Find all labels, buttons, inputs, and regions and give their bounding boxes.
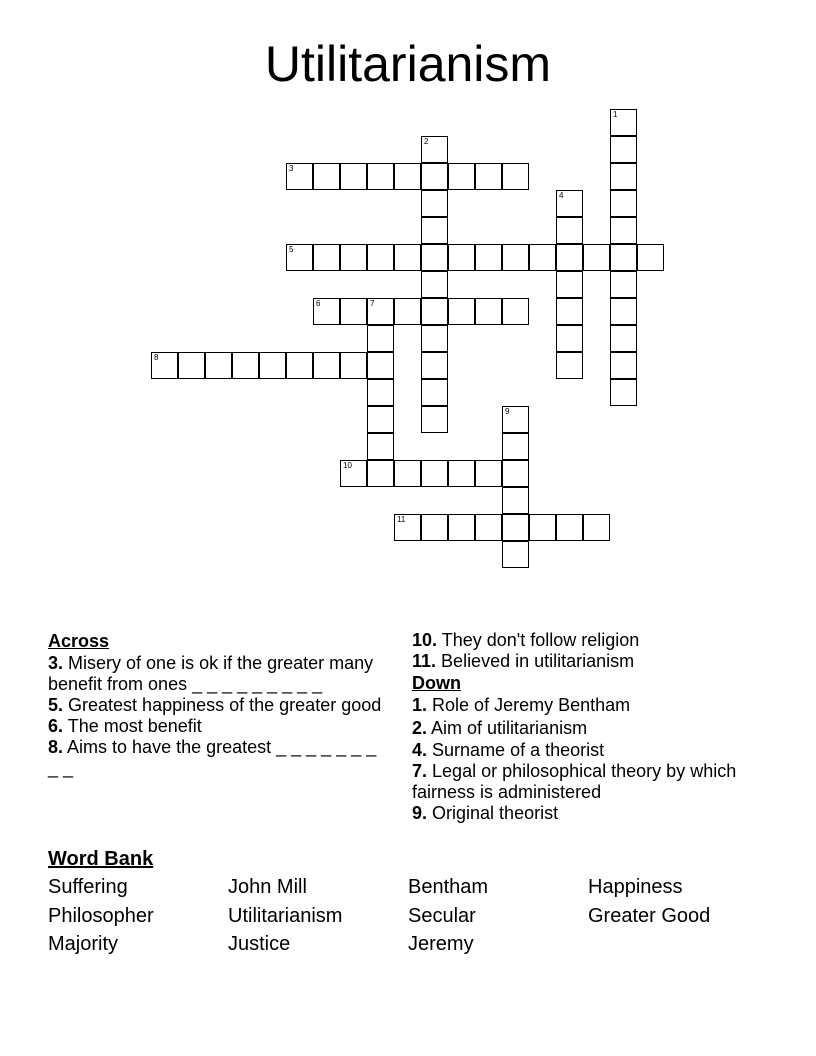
grid-cell[interactable] [367,379,394,406]
grid-cell[interactable] [367,460,394,487]
grid-cell[interactable] [610,271,637,298]
grid-cell[interactable] [367,352,394,379]
grid-cell[interactable] [610,325,637,352]
grid-cell[interactable] [421,271,448,298]
puzzle-title: Utilitarianism [264,36,552,92]
word-bank-word: Utilitarianism [228,904,343,927]
grid-cell[interactable] [367,298,394,325]
grid-cell[interactable] [394,460,421,487]
grid-cell[interactable] [286,163,313,190]
clue-number: 1 [613,110,618,119]
grid-cell[interactable] [421,244,448,271]
grid-cell[interactable] [556,217,583,244]
grid-cell[interactable] [502,244,529,271]
grid-cell[interactable] [286,244,313,271]
across-clues [48,630,398,779]
grid-cell[interactable] [556,352,583,379]
grid-cell[interactable] [502,298,529,325]
clue-number: 2 [424,137,429,146]
clue-number: 5 [289,245,294,254]
grid-cell[interactable] [421,514,448,541]
grid-cell[interactable] [367,406,394,433]
grid-cell[interactable] [421,298,448,325]
grid-cell[interactable] [340,298,367,325]
grid-cell[interactable] [502,460,529,487]
grid-cell[interactable] [421,460,448,487]
grid-cell[interactable] [448,514,475,541]
grid-cell[interactable] [475,298,502,325]
grid-cell[interactable] [610,163,637,190]
grid-cell[interactable] [637,244,664,271]
grid-cell[interactable] [502,406,529,433]
clue-number: 4 [559,191,564,200]
grid-cell[interactable] [556,190,583,217]
grid-cell[interactable] [313,163,340,190]
grid-cell[interactable] [610,244,637,271]
word-bank-word: Happiness [588,876,683,898]
grid-cell[interactable] [421,406,448,433]
grid-cell[interactable] [556,271,583,298]
word-bank-word: John Mill [228,876,307,898]
grid-cell[interactable] [367,163,394,190]
grid-cell[interactable] [232,352,259,379]
grid-cell[interactable] [394,244,421,271]
clue-across-10: 10. They don't follow religion [412,630,640,650]
grid-cell[interactable] [340,352,367,379]
grid-cell[interactable] [475,514,502,541]
grid-cell[interactable] [529,514,556,541]
grid-cell[interactable] [205,352,232,379]
grid-cell[interactable] [529,244,556,271]
word-bank-heading: Word Bank [48,848,154,870]
clue-down-4: 4. Surname of a theorist [412,740,605,760]
word-bank-word: Bentham [408,876,489,898]
grid-cell[interactable] [394,163,421,190]
grid-cell[interactable] [394,514,421,541]
clue-number: 7 [370,299,375,308]
grid-cell[interactable] [421,379,448,406]
grid-cell[interactable] [151,352,178,379]
word-bank-word: Greater Good [588,904,711,927]
grid-cell[interactable] [610,379,637,406]
grid-cell[interactable] [394,298,421,325]
grid-cell[interactable] [610,136,637,163]
grid-cell[interactable] [421,163,448,190]
clue-across-11: 11. Believed in utilitarianism [412,651,635,671]
grid-cell[interactable] [475,460,502,487]
clue-number: 10 [343,461,352,470]
clue-number: 11 [397,515,406,524]
grid-cell[interactable] [448,244,475,271]
grid-cell[interactable] [448,460,475,487]
grid-cell[interactable] [610,352,637,379]
grid-cell[interactable] [610,298,637,325]
grid-cell[interactable] [367,244,394,271]
clue-down-1: 1. Role of Jeremy Bentham [412,695,631,715]
grid-cell[interactable] [421,190,448,217]
grid-cell[interactable] [610,190,637,217]
grid-cell[interactable] [502,433,529,460]
clue-number: 6 [316,299,321,308]
clue-across-8: 8. Aims to have the greatest _ _ _ _ _ _ _ _ _ [48,737,377,778]
grid-cell[interactable] [610,217,637,244]
clue-number: 9 [505,407,510,416]
word-bank-word: Jeremy [408,933,474,955]
across-heading: Across [48,631,110,651]
grid-cell[interactable] [367,433,394,460]
clue-number: 3 [289,164,294,173]
clue-down-7: 7. Legal or philosophical theory by which fairness is administered [412,761,737,802]
grid-cell[interactable] [313,244,340,271]
grid-cell[interactable] [556,325,583,352]
grid-cell[interactable] [475,244,502,271]
grid-cell[interactable] [502,541,529,568]
grid-cell[interactable] [610,109,637,136]
clue-number: 8 [154,353,159,362]
word-bank-word: Justice [228,933,291,955]
grid-cell[interactable] [502,163,529,190]
grid-cell[interactable] [178,352,205,379]
word-bank-word: Secular [408,904,476,927]
grid-cell[interactable] [583,244,610,271]
grid-cell[interactable] [556,514,583,541]
word-bank-word: Majority [48,933,119,955]
grid-cell[interactable] [502,487,529,514]
grid-cell[interactable] [475,163,502,190]
grid-cell[interactable] [259,352,286,379]
clue-across-3: 3. Misery of one is ok if the greater many benefit from ones _ _ _ _ _ _ _ _ _ [48,653,374,694]
grid-cell[interactable] [556,298,583,325]
grid-cell[interactable] [340,244,367,271]
clue-down-9: 9. Original theorist [412,803,559,823]
grid-cell[interactable] [421,352,448,379]
word-bank-word: Philosopher [48,904,154,927]
word-bank-word: Suffering [48,876,128,898]
clues-right-column [412,630,772,824]
grid-cell[interactable] [583,514,610,541]
grid-cell[interactable] [340,163,367,190]
clue-across-5: 5. Greatest happiness of the greater good [48,695,382,715]
grid-cell[interactable] [448,298,475,325]
grid-cell[interactable] [421,217,448,244]
grid-cell[interactable] [286,352,313,379]
grid-cell[interactable] [448,163,475,190]
grid-cell[interactable] [313,352,340,379]
grid-cell[interactable] [421,325,448,352]
clue-down-2: 2. Aim of utilitarianism [412,718,588,738]
grid-cell[interactable] [421,136,448,163]
grid-cell[interactable] [556,244,583,271]
clue-across-6: 6. The most benefit [48,716,202,736]
down-heading: Down [412,673,461,693]
grid-cell[interactable] [367,325,394,352]
grid-cell[interactable] [313,298,340,325]
grid-cell[interactable] [340,460,367,487]
grid-cell[interactable] [502,514,529,541]
